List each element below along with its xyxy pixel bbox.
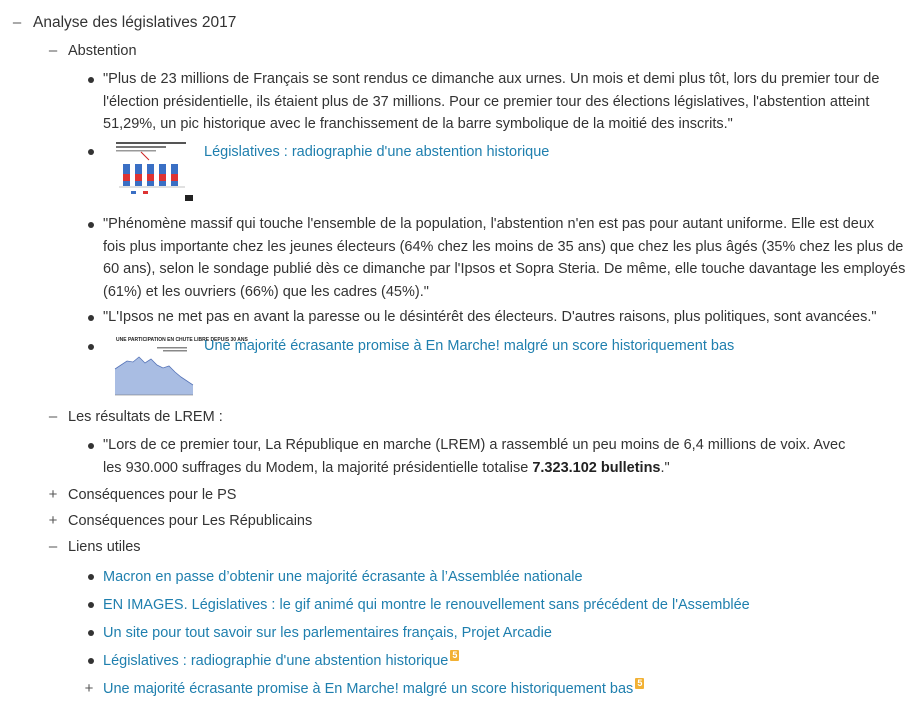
quote-line: (61%) et les ouvriers (66%) que les cadres (45%).": [103, 283, 429, 300]
node-liens-label[interactable]: Liens utiles: [68, 539, 141, 555]
expand-toggle-lr[interactable]: +: [48, 512, 58, 529]
expand-toggle-link-5[interactable]: +: [84, 680, 94, 697]
bullet: [88, 222, 94, 228]
node-abstention-label[interactable]: Abstention: [68, 43, 137, 59]
quote-line: "Lors de ce premier tour, La République en marche (LREM) a rassemblé un peu moins de 6,4 millions de voix. Avec: [103, 437, 846, 453]
collapse-toggle-root[interactable]: –: [12, 14, 22, 31]
link-gif-renouvellement[interactable]: EN IMAGES. Législatives : le gif animé qui montre le renouvellement sans précédent de l'Assemblée: [103, 597, 750, 613]
node-ps-label[interactable]: Conséquences pour le PS: [68, 487, 237, 503]
lrem-quote: [103, 434, 846, 479]
quote-line: "Phénomène massif qui touche l'ensemble de la population, l'abstention n'en est pas pour autant uniforme. Elle est deux: [103, 216, 875, 232]
expand-toggle-ps[interactable]: +: [48, 486, 58, 503]
reference-count-badge[interactable]: 5: [452, 650, 458, 660]
quote-line: [103, 457, 803, 480]
node-lrem-label[interactable]: Les résultats de LREM :: [68, 409, 223, 425]
link-abstention-radiographie[interactable]: Législatives : radiographie d'une abstention historique: [204, 144, 550, 160]
collapse-toggle-liens[interactable]: –: [48, 538, 58, 555]
area-chart-thumbnail-icon: [113, 335, 248, 397]
bullet: [88, 443, 94, 449]
participation-chart-thumbnail[interactable]: [113, 335, 248, 397]
bullet: [88, 602, 94, 608]
quote-text: .": [660, 459, 670, 476]
bullet: [88, 149, 94, 155]
thumbnail-title: UNE PARTICIPATION EN CHUTE LIBRE DEPUIS 30 ANS: [116, 337, 248, 343]
link-radiographie-abstention[interactable]: Législatives : radiographie d'une abstention historique: [103, 653, 449, 669]
abstention-quote-3: [103, 306, 877, 329]
node-lr-label[interactable]: Conséquences pour Les Républicains: [68, 513, 313, 529]
bullet: [88, 315, 94, 321]
abstention-quote-2: [103, 213, 905, 303]
abstention-quote-1: [103, 68, 880, 136]
reference-count-badge[interactable]: 5: [637, 678, 643, 688]
collapse-toggle-abstention[interactable]: –: [48, 42, 58, 59]
node-root-label[interactable]: Analyse des législatives 2017: [33, 14, 237, 31]
quote-bold-total: 7.323.102 bulletins: [532, 459, 661, 476]
bullet: [88, 344, 94, 350]
link-projet-arcadie[interactable]: Un site pour tout savoir sur les parlementaires français, Projet Arcadie: [103, 625, 552, 641]
link-majorite-ecrasante-2[interactable]: Une majorité écrasante promise à En Marche! malgré un score historiquement bas: [103, 681, 634, 697]
liens-item-5: [103, 678, 644, 700]
quote-line: "L'Ipsos ne met pas en avant la paresse ou le désintérêt des électeurs. D'autres raisons, plus politiques, sont avancées.": [103, 309, 877, 325]
quote-line: l'élection présidentielle, ils étaient plus de 37 millions. Pour ce premier tour des élections législatives, l'abstention atteint: [103, 93, 870, 110]
bullet: [88, 574, 94, 580]
quote-line: fois plus importante chez les jeunes électeurs (64% chez les moins de 35 ans) que chez les plus âgés (35% chez les plus de: [103, 238, 904, 255]
abstention-chart-thumbnail[interactable]: [113, 140, 195, 202]
bullet: [88, 77, 94, 83]
quote-line: 60 ans), selon le sondage publié dès ce dimanche par l'Ipsos et Sopra Steria. De même, elle touche davantage les employés: [103, 261, 905, 277]
bullet: [88, 630, 94, 636]
bullet: [88, 658, 94, 664]
link-majorite-ecrasante[interactable]: Une majorité écrasante promise à En Marche! malgré un score historiquement bas: [204, 338, 735, 354]
liens-item-4: [103, 650, 459, 672]
quote-line: 51,29%, un pic historique avec le franchissement de la barre symbolique de la moitié des inscrits.": [103, 116, 733, 132]
bar-chart-thumbnail-icon: [113, 140, 195, 202]
quote-text: les 930.000 suffrages du Modem, la majorité présidentielle totalise: [103, 459, 533, 476]
collapse-toggle-lrem[interactable]: –: [48, 408, 58, 425]
quote-line: "Plus de 23 millions de Français se sont rendus ce dimanche aux urnes. Un mois et demi plus tôt, lors du premier tour de: [103, 71, 880, 87]
link-macron-majorite[interactable]: Macron en passe d’obtenir une majorité écrasante à l’Assemblée nationale: [103, 569, 583, 585]
